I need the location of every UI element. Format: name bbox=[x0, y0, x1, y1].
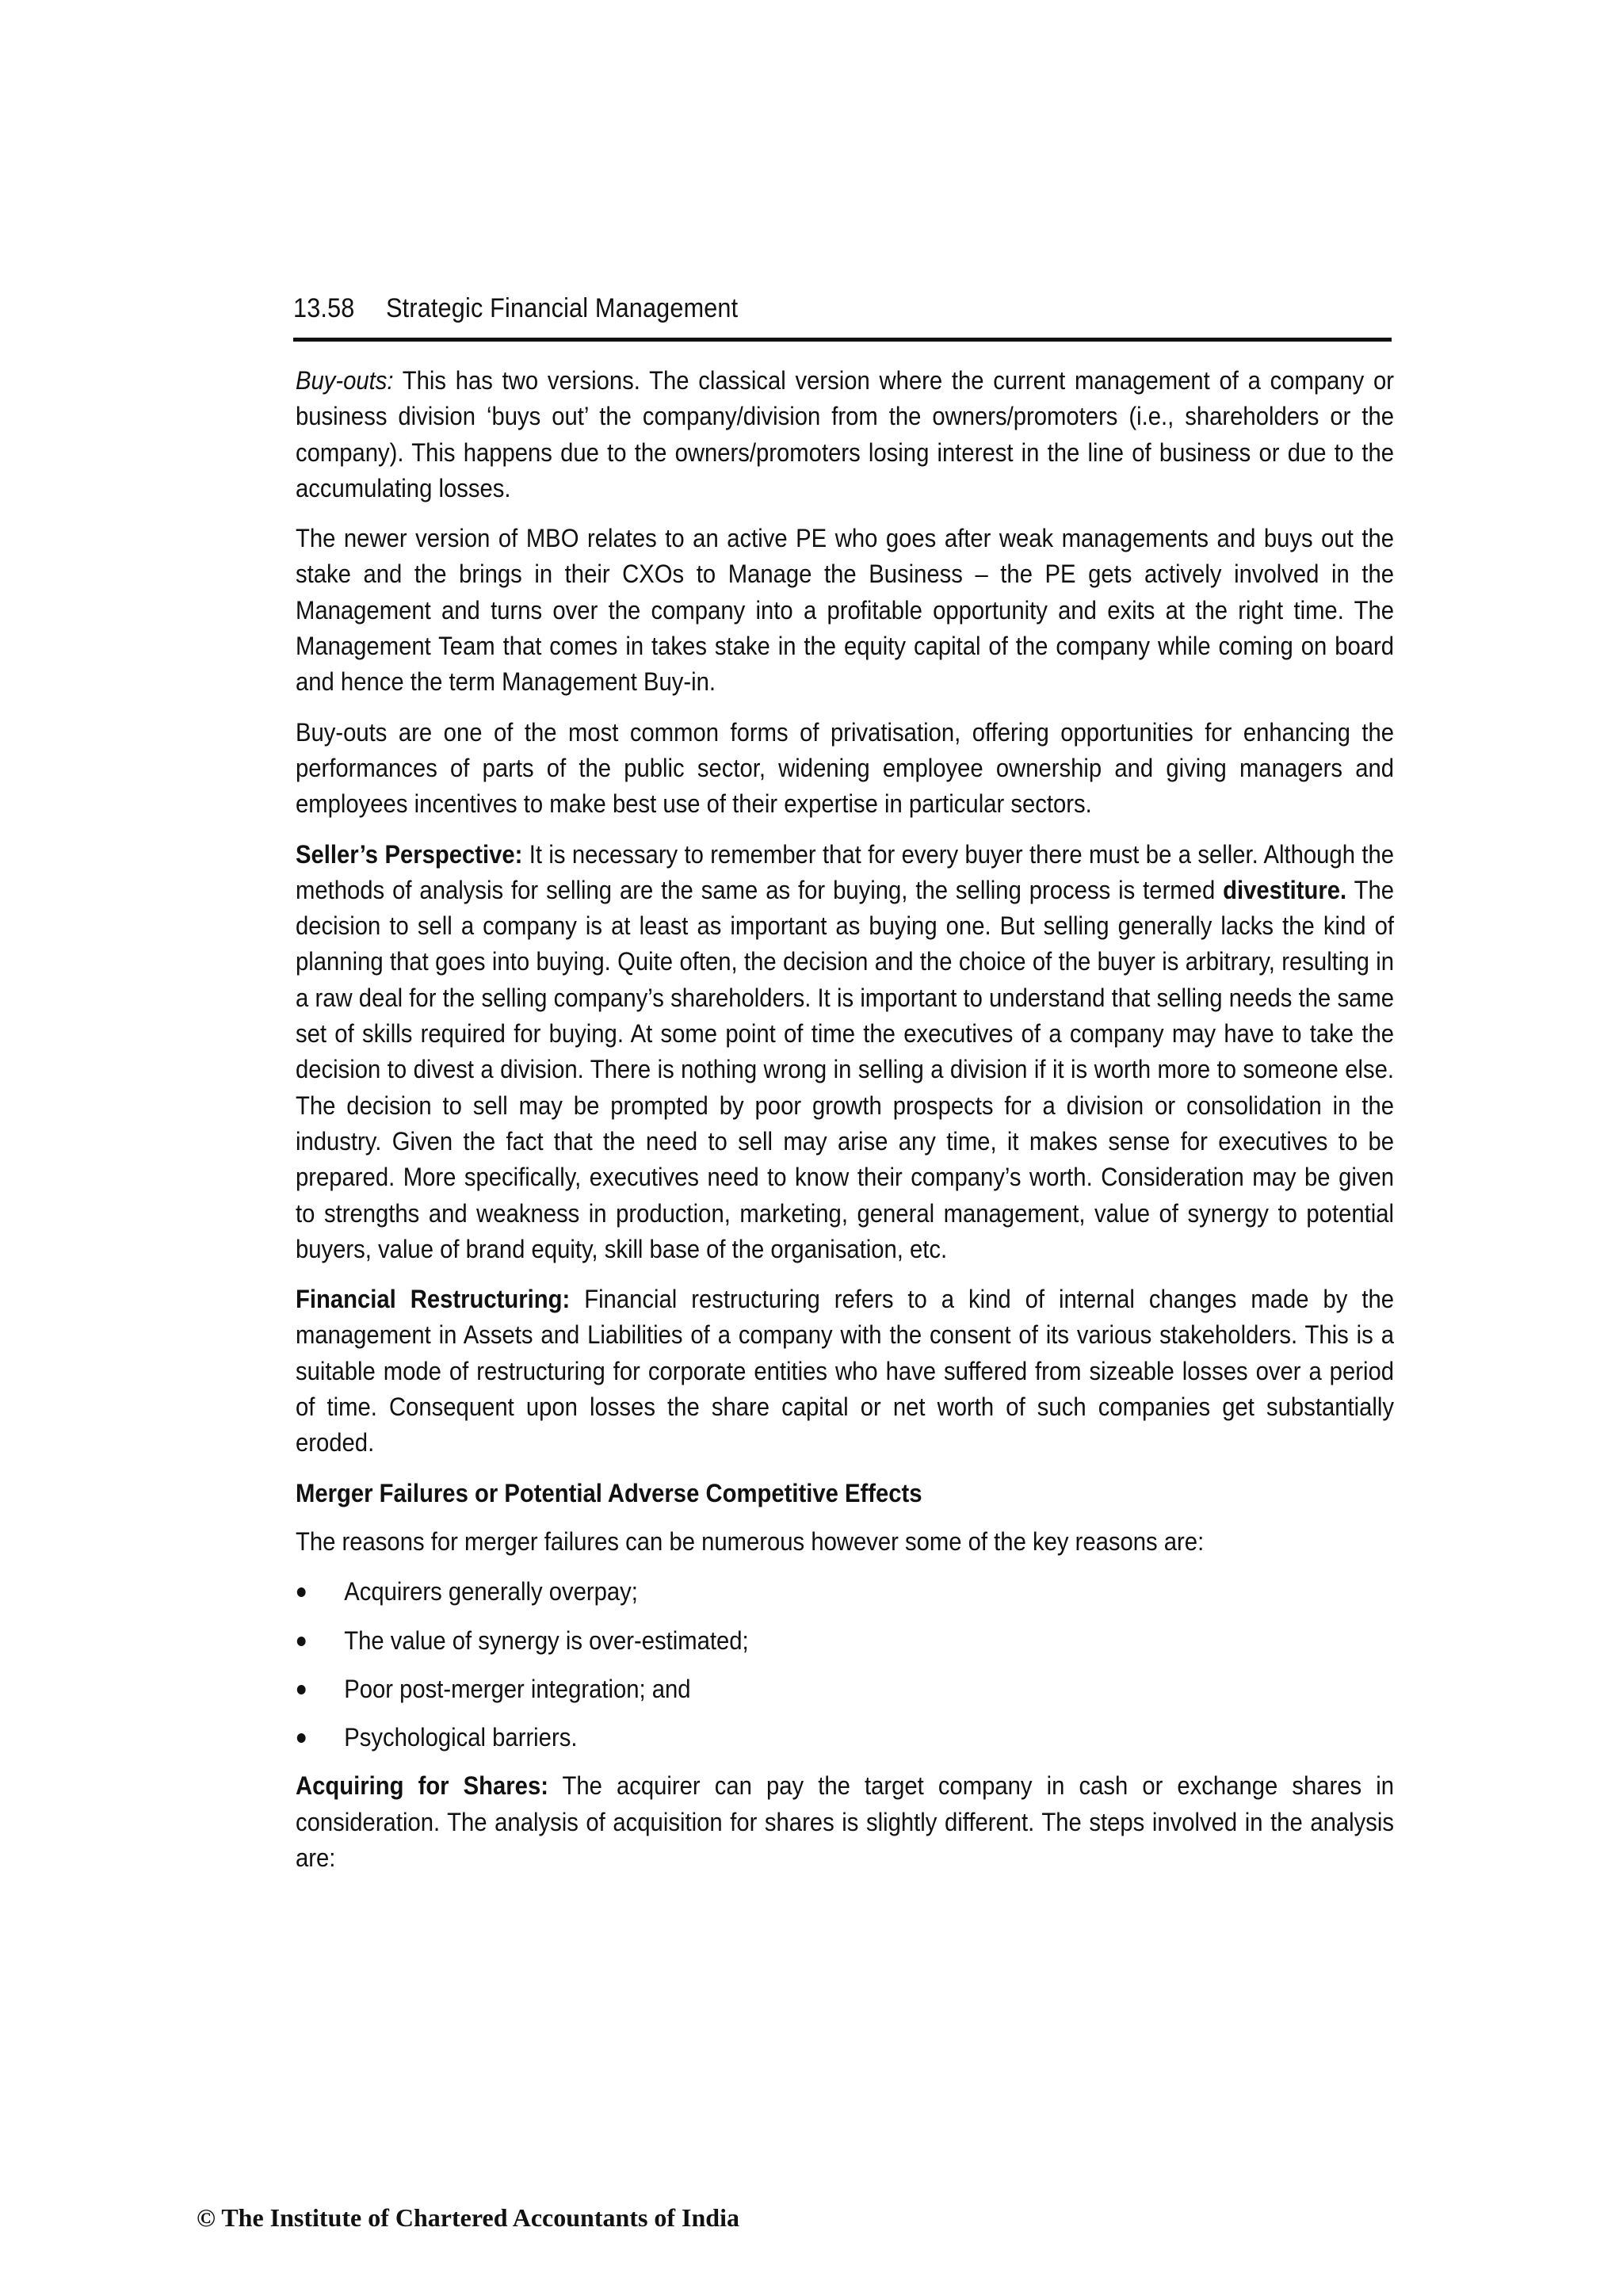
privatisation-paragraph: Buy-outs are one of the most common forms of privatisation, offering opportunities for enhancing the performances of parts of the public sector, widening employee ownership and giving managers and employees incentives to make best use of their expertise in particular sectors. bbox=[296, 717, 1394, 819]
bullet-icon bbox=[297, 1587, 306, 1597]
seller-text-a: It is necessary to remember that for every buyer there must be a seller. Although the methods of analysis for selling are the same as for buying, the selling process is termed bbox=[296, 839, 1394, 904]
copyright-footer: © The Institute of Chartered Accountants of India bbox=[197, 2203, 739, 2232]
financial-restructuring-paragraph bbox=[296, 1282, 1394, 1461]
divestiture-term: divestiture. bbox=[1223, 875, 1347, 904]
buyouts-paragraph bbox=[296, 363, 1394, 506]
acquiring-for-shares-paragraph bbox=[296, 1768, 1394, 1876]
merger-intro: The reasons for merger failures can be numerous however some of the key reasons are: bbox=[296, 1526, 1205, 1556]
page-number: 13.58 bbox=[293, 293, 355, 323]
seller-perspective-paragraph bbox=[296, 837, 1394, 1268]
mbo-paragraph: The newer version of MBO relates to an active PE who goes after weak managements and buys out the stake and the brings in their CXOs to Manage the Business – the PE gets actively involved in the Management and turns over the company into a profitable opportunity and exits at the right time. The Management Team that comes in takes stake in the equity capital of the company while coming on board and hence the term Management Buy-in. bbox=[296, 524, 1394, 697]
list-item: Acquirers generally overpay; bbox=[296, 1574, 1394, 1610]
acquiring-for-shares-term: Acquiring for Shares: bbox=[296, 1771, 548, 1801]
financial-restructuring-text: Financial restructuring refers to a kind of internal changes made by the management in Assets and Liabilities of a company with the consent of its various stakeholders. This is a suitable mode of restructuring for corporate entities who have suffered from sizeable losses over a period of time. Consequent upon losses the share capital or net worth of such companies get substantially eroded. bbox=[296, 1285, 1394, 1457]
list-item: The value of synergy is over-estimated; bbox=[296, 1623, 1394, 1659]
page-content bbox=[296, 363, 1394, 1890]
merger-failures-heading: Merger Failures or Potential Adverse Competitive Effects bbox=[296, 1478, 922, 1507]
financial-restructuring-term: Financial Restructuring: bbox=[296, 1285, 571, 1314]
buyouts-term: Buy-outs: bbox=[296, 366, 394, 395]
bullet-icon bbox=[297, 1685, 306, 1694]
list-item: Poor post-merger integration; and bbox=[296, 1671, 1394, 1707]
seller-text-b: The decision to sell a company is at least as important as buying one. But selling generally lacks the kind of planning that goes into buying. Quite often, the decision and the choice of the buyer is arbitrary, resulting in a raw deal for the selling company’s shareholders. It is important to understand that selling needs the same set of skills required for buying. At some point of time the executives of a company may have to take the decision to divest a division. There is nothing wrong in selling a division if it is worth more to someone else. The decision to sell may be prompted by poor growth prospects for a division or consolidation in the industry. Given the fact that the need to sell may arise any time, it makes sense for executives to be prepared. More specifically, executives need to know their company’s worth. Consideration may be given to strengths and weakness in production, marketing, general management, value of synergy to potential buyers, value of brand equity, skill base of the organisation, etc. bbox=[296, 875, 1394, 1263]
acquiring-for-shares-text: The acquirer can pay the target company in cash or exchange shares in consideration. The analysis of acquisition for shares is slightly different. The steps involved in the analysis are: bbox=[296, 1771, 1394, 1872]
bullet-icon bbox=[297, 1733, 306, 1743]
book-title: Strategic Financial Management bbox=[386, 293, 739, 323]
seller-perspective-term: Seller’s Perspective: bbox=[296, 839, 523, 869]
merger-reasons-list bbox=[296, 1574, 1394, 1755]
buyouts-text: This has two versions. The classical version where the current management of a company or business division ‘buys out’ the company/division from the owners/promoters (i.e., shareholders or the company). This happens due to the owners/promoters losing interest in the line of business or due to the accumulating losses. bbox=[296, 366, 1395, 502]
bullet-icon bbox=[297, 1637, 306, 1646]
page-header bbox=[293, 293, 1392, 342]
list-item: Psychological barriers. bbox=[296, 1720, 1394, 1755]
